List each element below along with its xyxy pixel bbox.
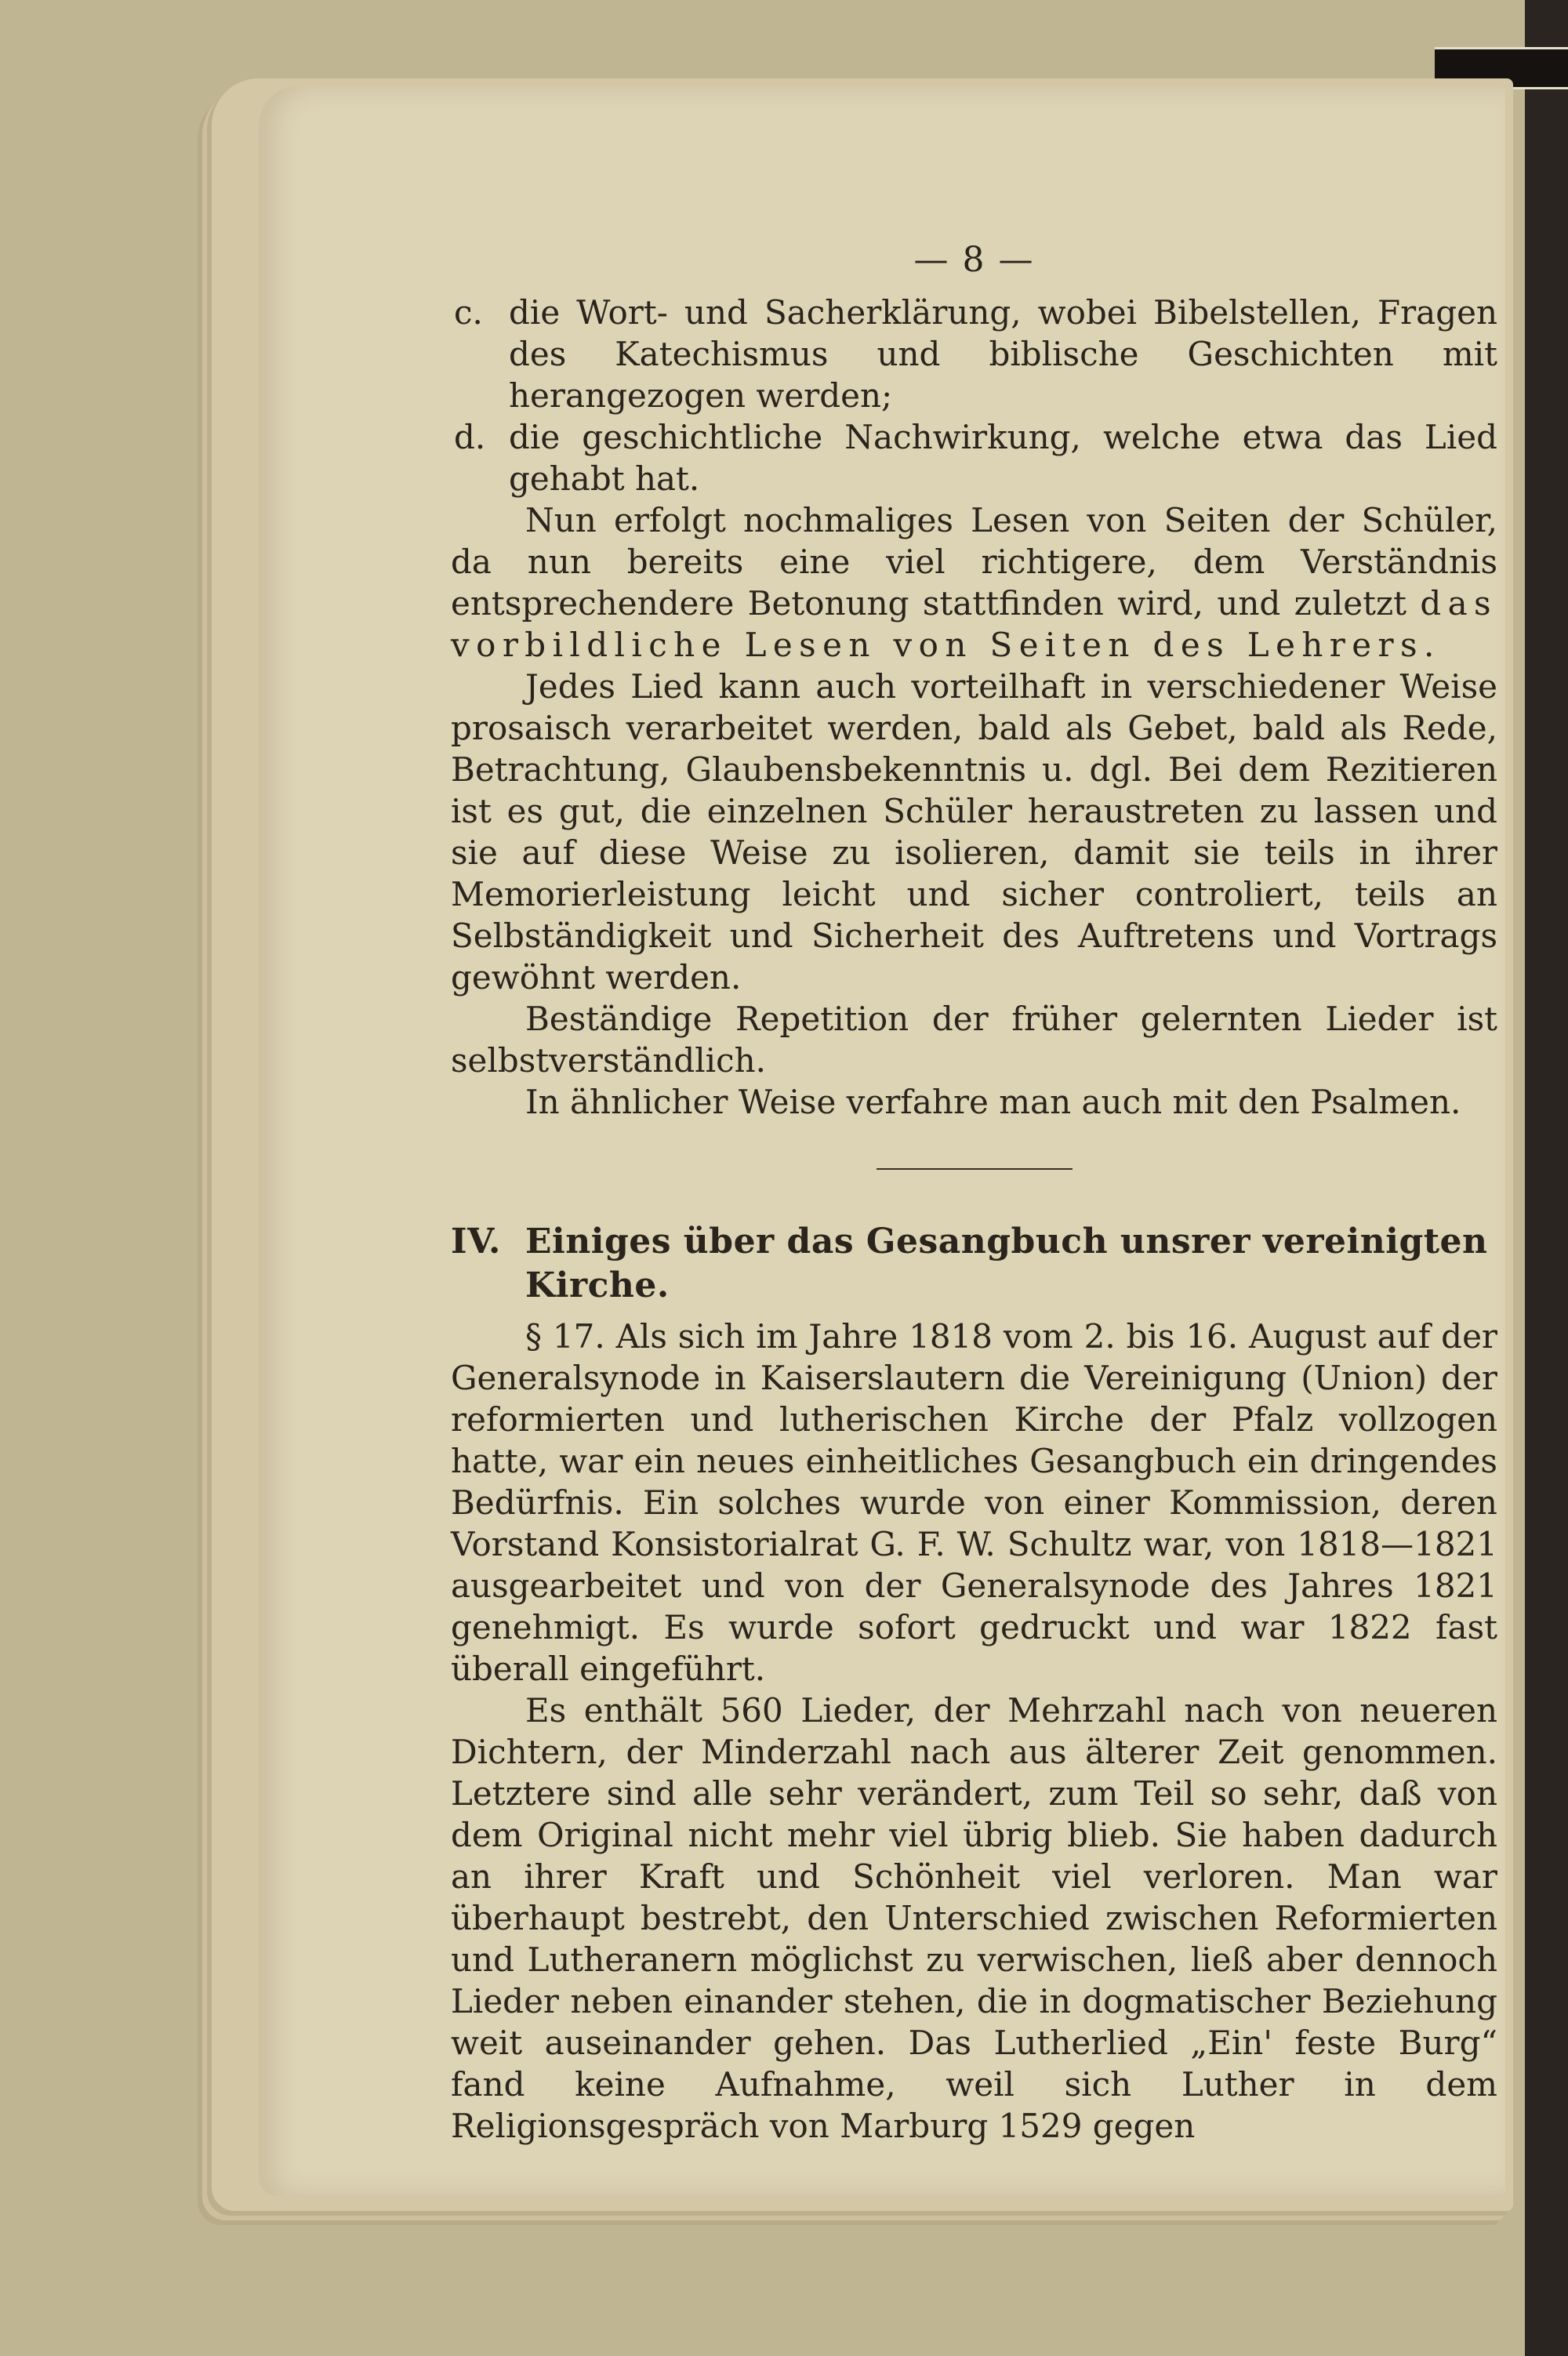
section-heading	[451, 1220, 1497, 1308]
paragraph: In ähnlicher Weise verfahre man auch mit den Psalmen.	[525, 1083, 1461, 1121]
paragraph: Beständige Repetition der früher gelernten Lieder ist selbstverständlich.	[451, 1000, 1497, 1080]
paragraph: Jedes Lied kann auch vorteilhaft in verschiedener Weise prosaisch verarbeitet werden, bald als Gebet, bald als Rede, Betrachtung, Glaubensbekenntnis u. dgl. Bei dem Rezitieren ist es gut, die einzelnen Schüler heraustreten zu lassen und sie auf diese Weise zu isolieren, damit sie teils in ihrer Memorierleistung leicht und sicher controliert, teils an Selbständigkeit und Sicherheit des Auftretens und Vortrags gewöhnt werden.	[451, 667, 1497, 996]
page-number: — 8 —	[913, 240, 1035, 280]
list-item-letter: d.	[454, 418, 486, 456]
book-page	[259, 86, 1505, 2195]
paragraph-text: Nun erfolgt nochmaliges Lesen von Seiten der Schüler, da nun bereits eine viel richtigere, dem Verständnis entsprechendere Betonung stattfinden wird, und zuletzt	[451, 501, 1497, 623]
section-divider	[877, 1168, 1073, 1170]
paragraph: § 17. Als sich im Jahre 1818 vom 2. bis 16. August auf der Generalsynode in Kaiserslautern die Vereinigung (Union) der reformierten und lutherischen Kirche der Pfalz vollzogen hatte, war ein neues einheitliches Gesangbuch ein dringendes Bedürfnis. Ein solches wurde von einer Kommission, deren Vorstand Konsistorialrat G. F. W. Schultz war, von 1818—1821 ausgearbeitet und von der Generalsynode des Jahres 1821 genehmigt. Es wurde sofort gedruckt und war 1822 fast überall eingeführt.	[451, 1317, 1497, 1688]
list-item-letter: c.	[454, 293, 483, 332]
list-item	[451, 416, 1497, 499]
section-number: IV.	[451, 1222, 501, 1261]
page-content	[451, 239, 1497, 2147]
paragraph: Es enthält 560 Lieder, der Mehrzahl nach von neueren Dichtern, der Minderzahl nach aus älterer Zeit genommen. Letztere sind alle sehr verändert, zum Teil so sehr, daß von dem Original nicht mehr viel übrig blieb. Sie haben dadurch an ihrer Kraft und Schönheit viel verloren. Man war überhaupt bestrebt, den Unterschied zwischen Reformierten und Lutheranern möglichst zu verwischen, ließ aber dennoch Lieder neben einander stehen, die in dogmatischer Beziehung weit auseinander gehen. Das Lutherlied „Ein' feste Burg“ fand keine Aufnahme, weil sich Luther in dem Religionsgespräch von Marburg 1529 gegen	[451, 1691, 1497, 2145]
list-item-text: die Wort- und Sacherklärung, wobei Bibelstellen, Fragen des Katechismus und biblische Geschichten mit herangezogen werden;	[509, 293, 1497, 415]
emphasized-text: das vorbildliche Lesen von Seiten des Lehrers.	[451, 584, 1497, 664]
paragraph	[451, 499, 1497, 666]
list-item	[451, 292, 1497, 416]
section-title: Einiges über das Gesangbuch unsrer vereinigten Kirche.	[525, 1222, 1488, 1305]
list-item-text: die geschichtliche Nachwirkung, welche etwa das Lied gehabt hat.	[509, 418, 1497, 498]
